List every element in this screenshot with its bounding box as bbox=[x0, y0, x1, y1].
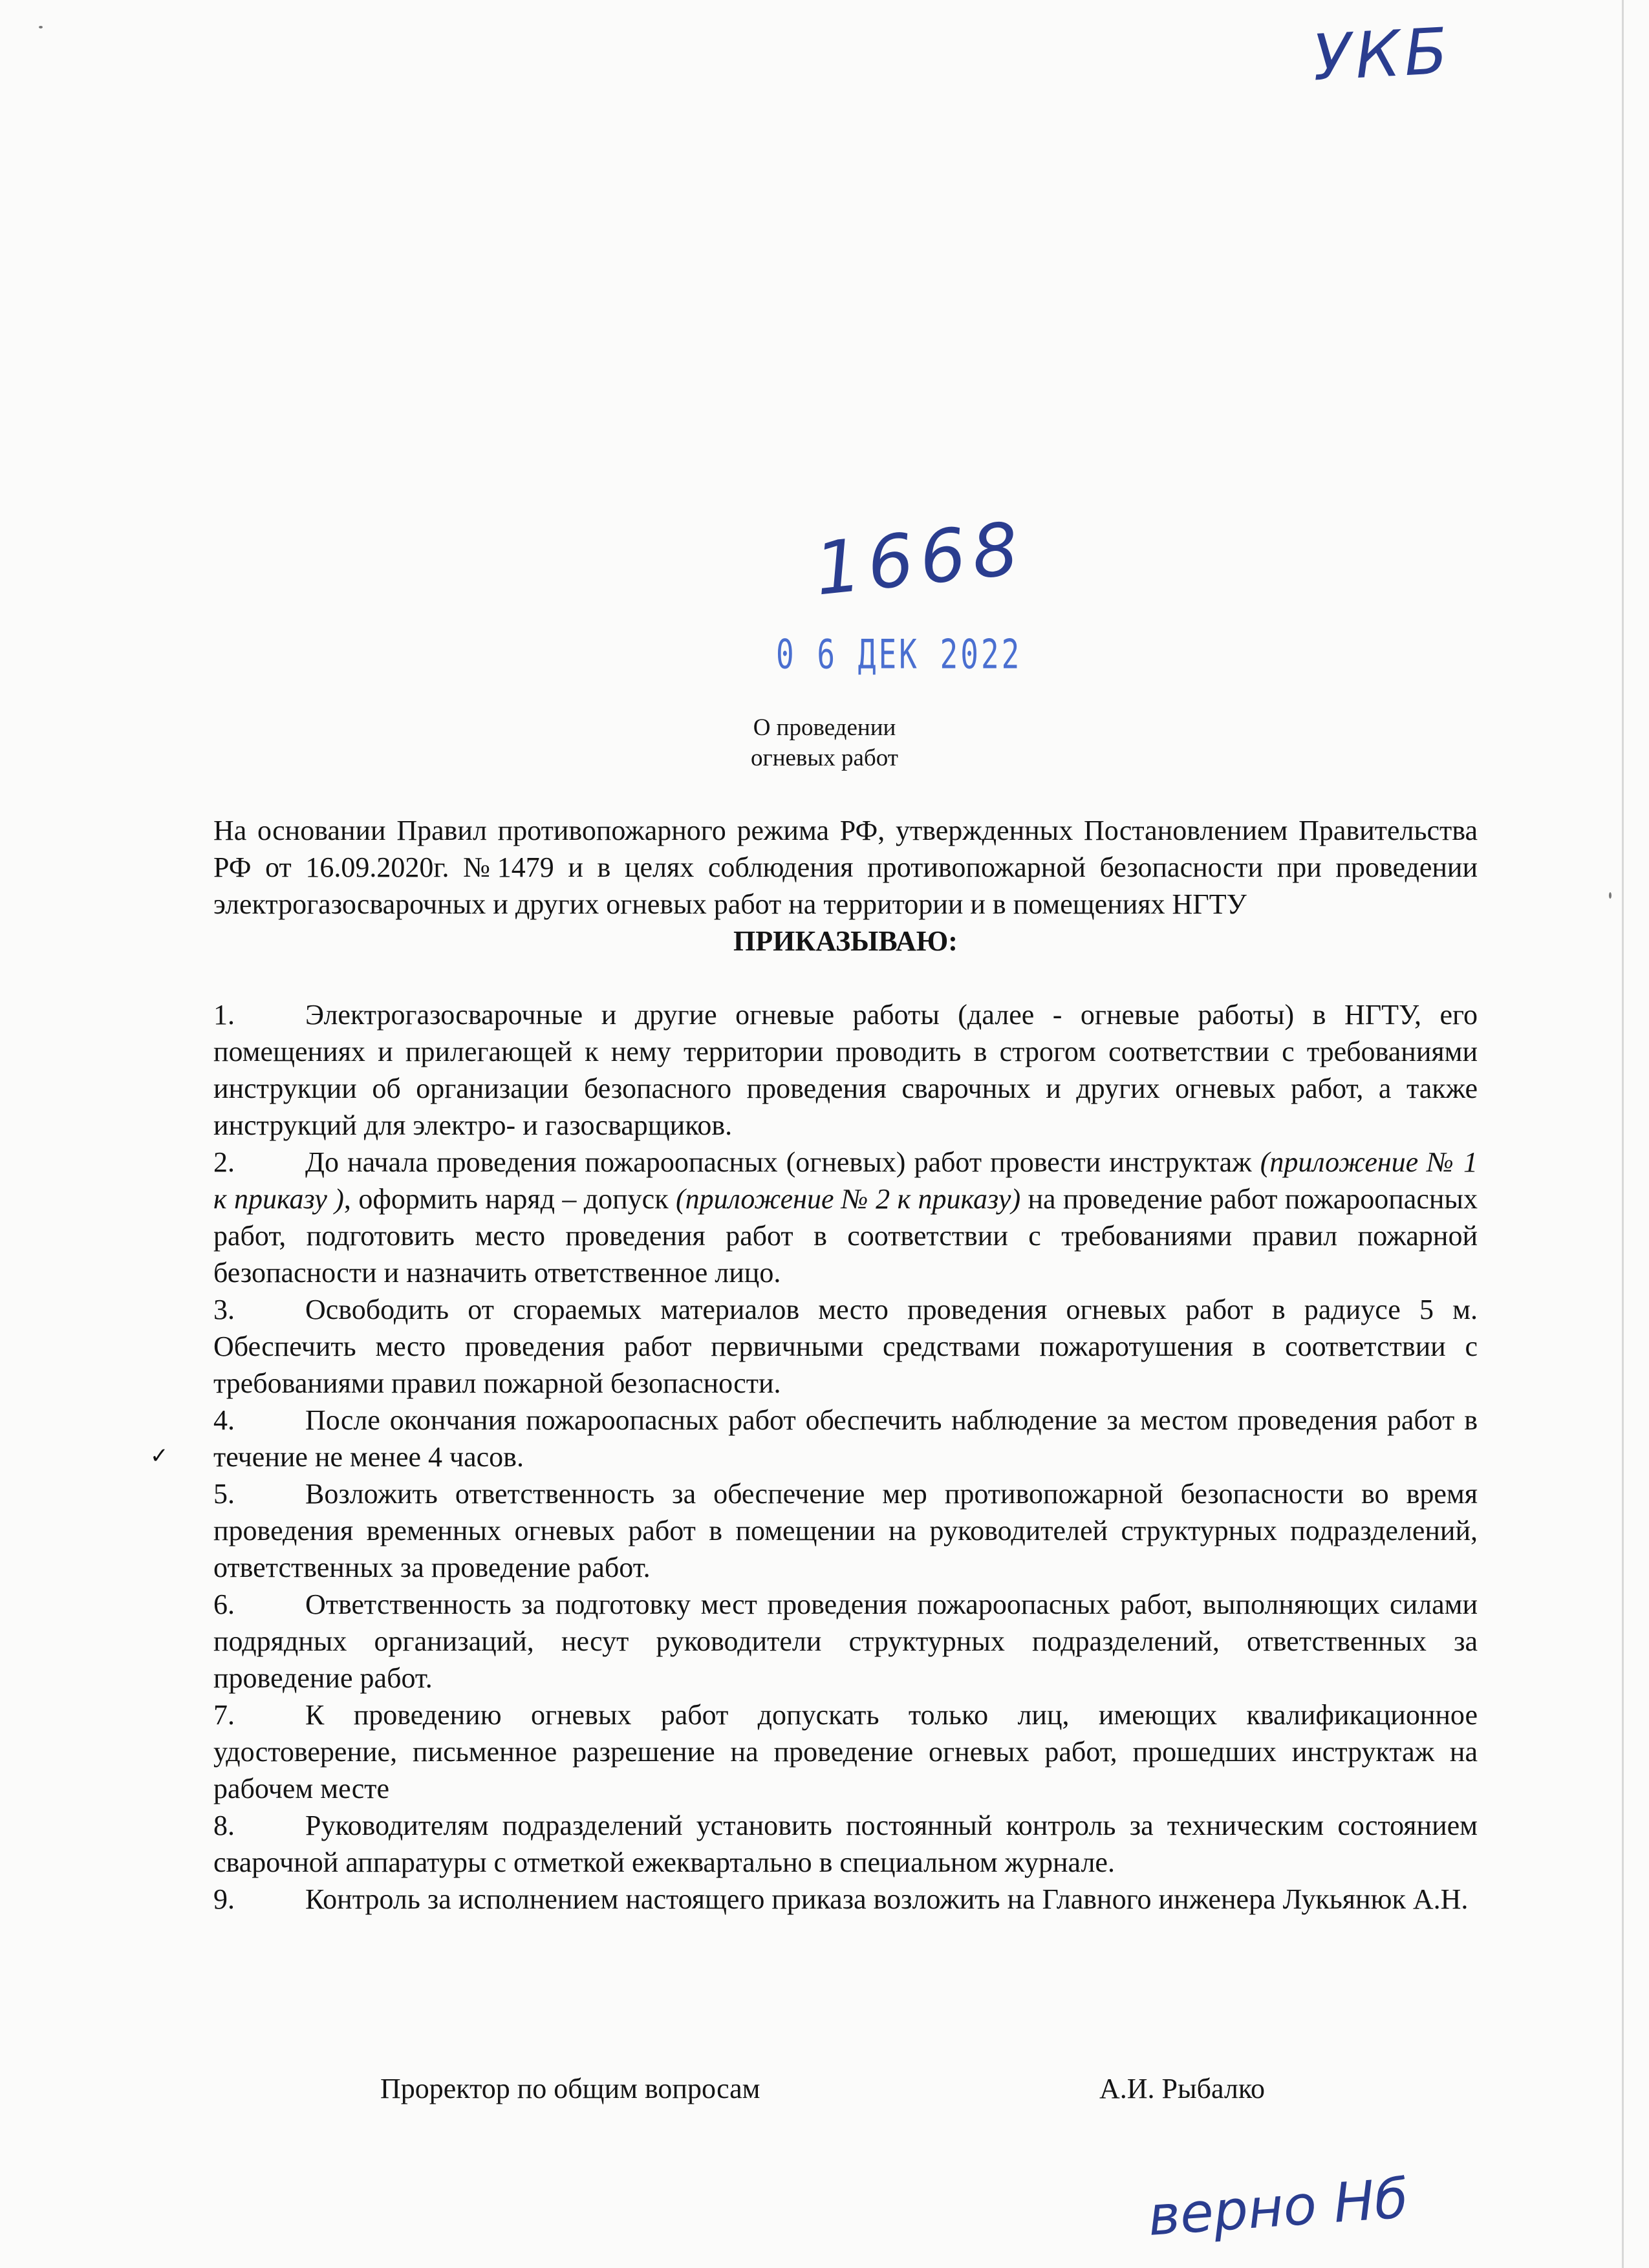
handwritten-certification: верно Нб bbox=[1146, 2166, 1410, 2248]
item-text: Электрогазосварочные и другие огневые работы (далее - огневые работы) в НГТУ, его помещениях и прилегающей к нему территории проводить в строгом соответствии с требованиями инструкции об организации безопасного проведения сварочных и других огневых работ, а также инструкций для электро- и газосварщиков. bbox=[213, 999, 1478, 1141]
preamble-paragraph: На основании Правил противопожарного режима РФ, утвержденных Постановлением Правительства РФ от 16.09.2020г. №1479 и в целях соблюдения противопожарной безопасности при проведении электрогазосварочных и других огневых работ на территории и в помещениях НГТУ bbox=[213, 815, 1478, 920]
signatory-name: А.И. Рыбалко bbox=[1099, 2073, 1265, 2104]
item-text: Возложить ответственность за обеспечение мер противопожарной безопасности во время проведения временных огневых работ в помещении на руководителей структурных подразделений, ответственных за проведение работ. bbox=[213, 1478, 1478, 1583]
handwritten-corner-mark: УКБ bbox=[1311, 14, 1454, 96]
item-text-italic: (приложение № 1 к приказу ) bbox=[213, 1146, 1478, 1215]
item-text: После окончания пожароопасных работ обеспечить наблюдение за местом проведения работ в течение не менее 4 часов. bbox=[213, 1404, 1478, 1473]
order-heading: ПРИКАЗЫВАЮ: bbox=[733, 925, 958, 957]
item-text: Ответственность за подготовку мест проведения пожароопасных работ, выполняющих силами подрядных организаций, несут руководители структурных подразделений, ответственных за проведение работ. bbox=[213, 1589, 1478, 1694]
item-text: Контроль за исполнением настоящего приказа возложить на Главного инженера Лукьянюк А.Н. bbox=[305, 1883, 1469, 1915]
order-item bbox=[213, 1881, 1478, 1918]
order-item bbox=[213, 996, 1478, 1144]
title-line-2: огневых работ bbox=[751, 745, 898, 771]
scan-edge bbox=[1622, 0, 1624, 2268]
order-item bbox=[213, 1475, 1478, 1586]
item-text: на проведение работ пожароопасных работ, подготовить место проведения работ в соответствии с требованиями правил пожарной безопасности и назначить ответственное лицо. bbox=[213, 1183, 1478, 1289]
item-number: 3. bbox=[213, 1294, 235, 1325]
date-stamp: 0 6 ДЕК 2022 bbox=[776, 630, 1022, 678]
document-body bbox=[213, 812, 1478, 1918]
item-number: 6. bbox=[213, 1589, 235, 1620]
item-text: , оформить наряд – допуск bbox=[343, 1183, 676, 1215]
item-number: 7. bbox=[213, 1699, 235, 1731]
item-text: Руководителям подразделений установить постоянный контроль за техническим состоянием сварочной аппаратуры с отметкой ежеквартально в специальном журнале. bbox=[213, 1810, 1478, 1878]
item-text: До начала проведения пожароопасных (огневых) работ провести инструктаж bbox=[305, 1146, 1260, 1178]
check-mark-icon: ✓ bbox=[150, 1443, 169, 1469]
item-number: 4. bbox=[213, 1404, 235, 1436]
order-item bbox=[213, 1586, 1478, 1696]
order-item bbox=[213, 1402, 1478, 1475]
order-item bbox=[213, 1144, 1478, 1291]
order-item bbox=[213, 1291, 1478, 1402]
item-number: 8. bbox=[213, 1810, 235, 1841]
item-number: 9. bbox=[213, 1883, 235, 1915]
order-item bbox=[213, 1807, 1478, 1881]
item-text: Освободить от сгораемых материалов место проведения огневых работ в радиусе 5 м. Обеспечить место проведения работ первичными средствами пожаротушения в соответствии с требованиями правил пожарной безопасности. bbox=[213, 1294, 1478, 1399]
title-line-1: О проведении bbox=[753, 714, 896, 741]
scan-speck bbox=[1609, 892, 1611, 899]
signatory-position: Проректор по общим вопросам bbox=[380, 2073, 760, 2104]
item-number: 1. bbox=[213, 999, 235, 1031]
handwritten-registration-number: 1668 bbox=[811, 506, 1029, 612]
item-number: 5. bbox=[213, 1478, 235, 1510]
order-item bbox=[213, 1696, 1478, 1807]
document-title bbox=[582, 712, 1067, 773]
item-number: 2. bbox=[213, 1146, 235, 1178]
item-text-italic: (приложение № 2 к приказу) bbox=[675, 1183, 1021, 1215]
scan-speck bbox=[39, 26, 43, 28]
item-text: К проведению огневых работ допускать только лиц, имеющих квалификационное удостоверение, письменное разрешение на проведение огневых работ, прошедших инструктаж на рабочем месте bbox=[213, 1699, 1478, 1804]
